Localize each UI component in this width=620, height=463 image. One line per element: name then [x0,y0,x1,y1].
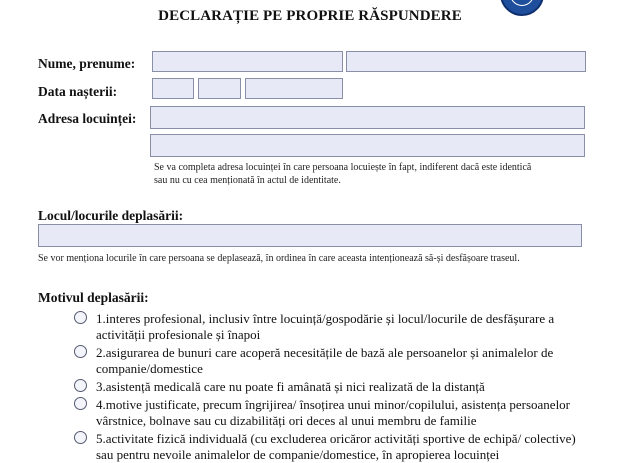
address-field-line1[interactable] [150,106,585,129]
reason-option-text [96,311,594,343]
last-name-field[interactable] [152,51,343,72]
reason-label: Motivul deplasării: [38,290,149,305]
reason-option-line1: 5.activitate fizică individuală (cu excluderea oricăror activități sportive de echipă/ colective) [96,431,576,446]
address-note-line2: sau nu cu cea menționată în actul de identitate. [154,175,341,186]
radio-button-icon[interactable] [74,431,87,444]
reason-option-line1: 4.motive justificate, precum îngrijirea/ însoțirea unui minor/copilului, asistența persoanelor [96,397,571,412]
reason-option-line2: activității profesionale și înapoi [96,327,261,342]
destination-label: Locul/locurile deplasării: [38,208,184,223]
reason-option-line1: 1.interes profesional, inclusiv între locuință/gospodărie și locul/locurile de desfășurare a [96,311,555,326]
reason-option-text [96,397,594,429]
birth-date-label: Data nașterii: [38,84,118,99]
reason-option-text [96,345,594,377]
reason-option-line2: companie/domestice [96,361,203,376]
radio-button-icon[interactable] [74,397,87,410]
radio-button-icon[interactable] [74,311,87,324]
birth-year-field[interactable] [245,78,343,99]
reason-option-line2: sau pentru nevoile animalelor de companie/domestice, în apropierea locuinței [96,447,500,462]
reason-option-text [96,379,594,395]
radio-button-icon[interactable] [74,379,87,392]
radio-button-icon[interactable] [74,345,87,358]
reason-option-line2: vârstnice, bolnave sau cu dizabilități ori deces al unui membru de familie [96,413,477,428]
name-label: Nume, prenume: [38,56,136,71]
reason-option-line1: 2.asigurarea de bunuri care acoperă necesitățile de bază ale persoanelor și animalelor de [96,345,554,360]
page-title: DECLARAȚIE PE PROPRIE RĂSPUNDERE [158,8,462,24]
reason-option-line1: 3.asistență medicală care nu poate fi amânată și nici realizată de la distanță [96,379,485,394]
first-name-field[interactable] [346,51,586,72]
birth-day-field[interactable] [152,78,194,99]
destination-note: Se vor menționa locurile în care persoana se deplasează, în ordinea în care aceasta intenționează să-și desfășoare traseul. [38,253,520,264]
birth-month-field[interactable] [198,78,241,99]
address-note-line1: Se va completa adresa locuinței în care persoana locuiește în fapt, indiferent dacă este identică [154,162,532,173]
destination-field[interactable] [38,224,582,247]
address-field-line2[interactable] [150,134,585,157]
reason-option-text [96,431,594,463]
address-label: Adresa locuinței: [38,111,137,126]
address-note [154,161,594,187]
